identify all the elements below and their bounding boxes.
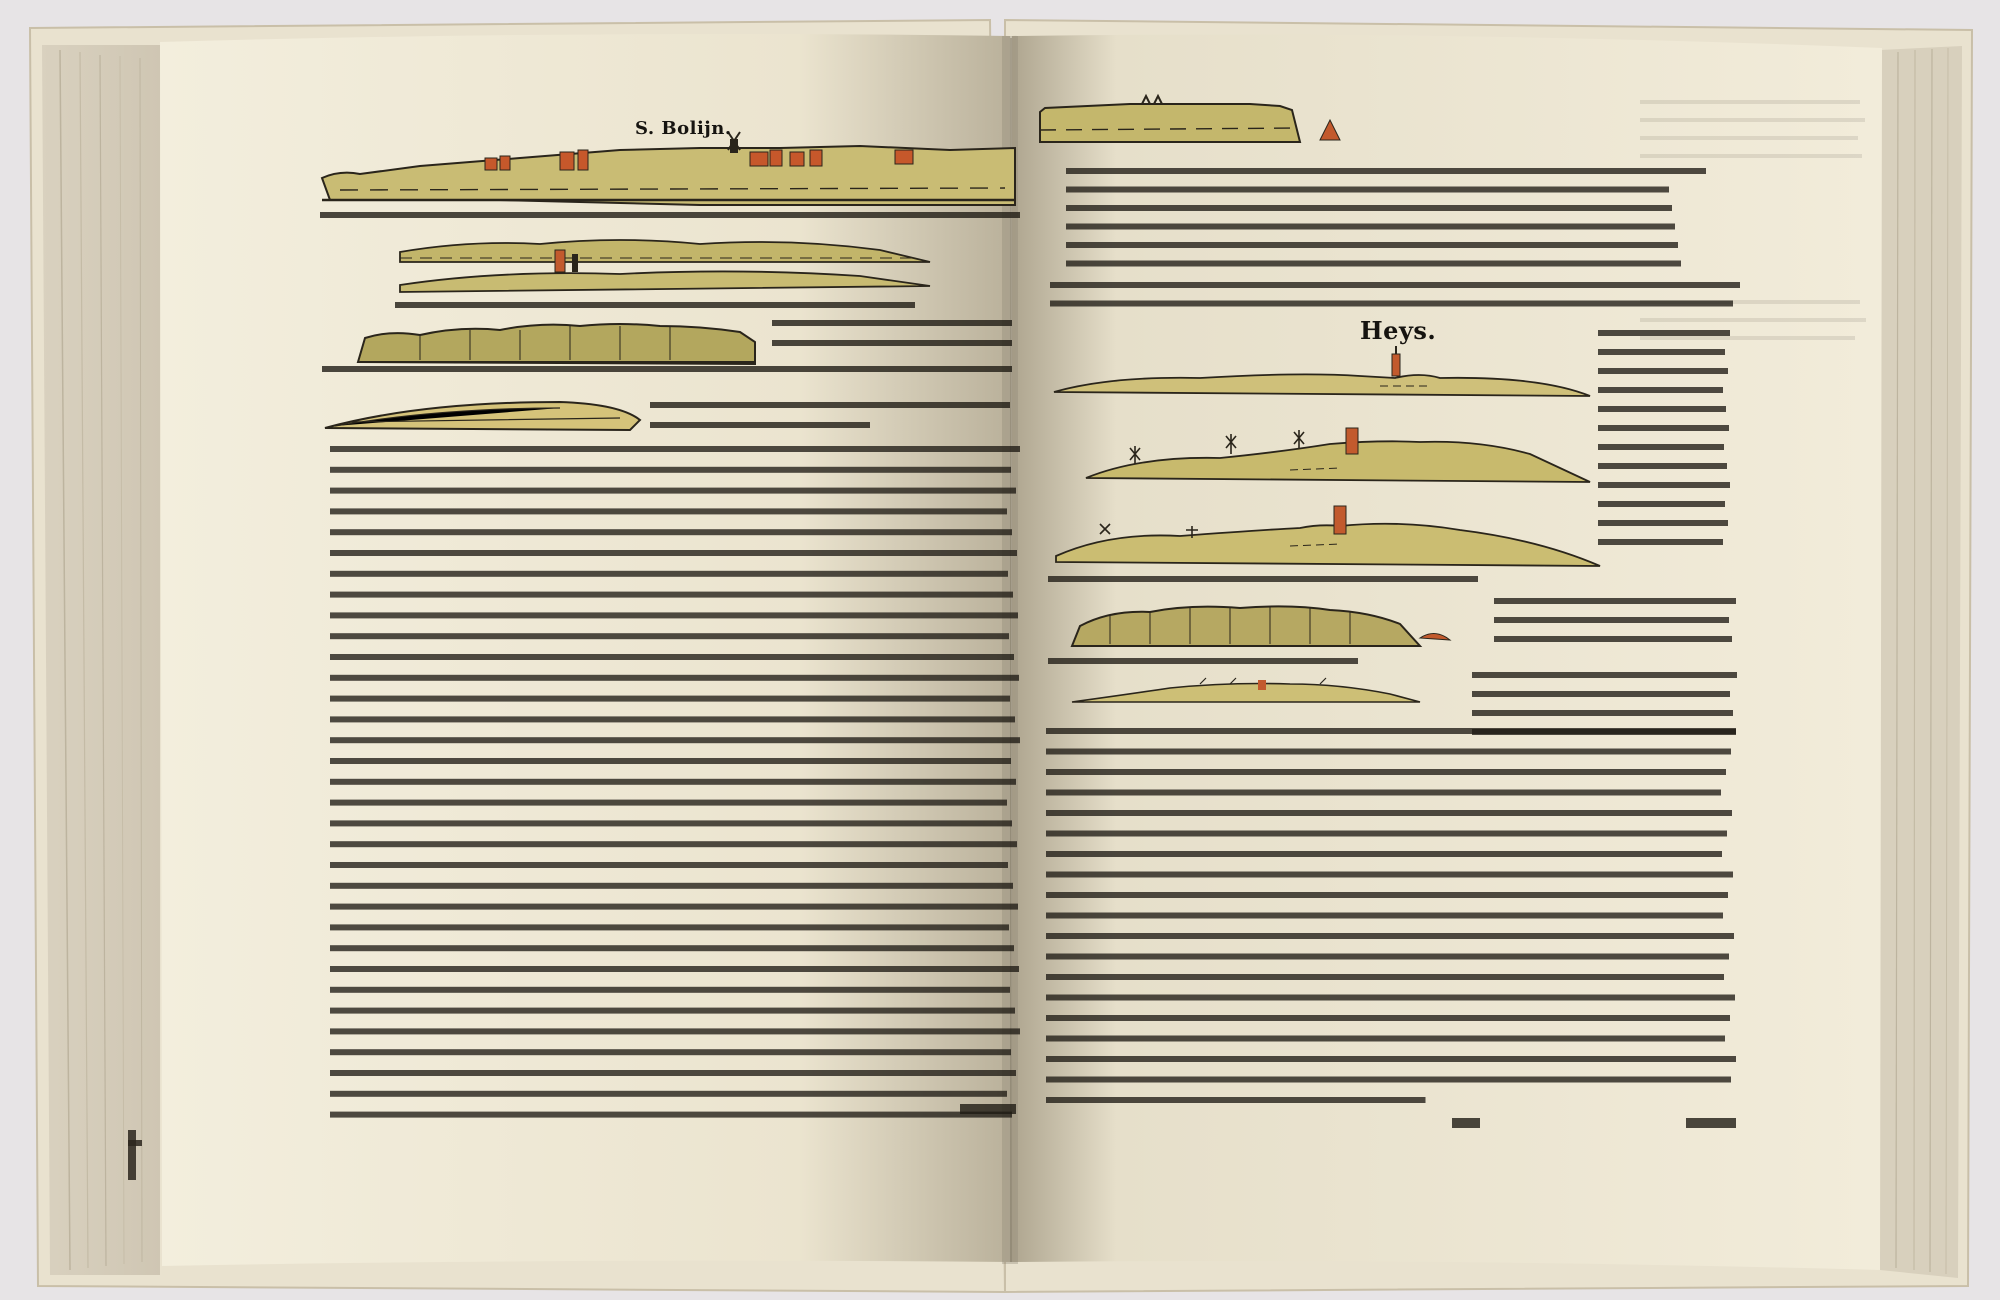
text-line bbox=[1066, 242, 1678, 248]
text-line bbox=[1472, 710, 1733, 716]
left-page-body bbox=[330, 440, 1020, 1120]
left-page-heading: S. Bolijn. bbox=[635, 118, 732, 139]
text-line bbox=[1494, 617, 1729, 623]
text-line bbox=[1472, 672, 1737, 678]
text-line bbox=[1066, 205, 1672, 211]
text-line bbox=[1066, 168, 1706, 174]
text-line bbox=[1066, 261, 1681, 267]
right-signature-mark-text bbox=[1450, 1112, 1490, 1134]
text-line bbox=[1598, 444, 1724, 450]
text-line bbox=[1066, 224, 1675, 230]
text-line bbox=[1598, 330, 1730, 336]
text-line bbox=[1598, 539, 1723, 545]
text-line bbox=[1598, 520, 1728, 526]
text-line bbox=[1598, 387, 1723, 393]
text-line bbox=[1598, 463, 1727, 469]
text-line bbox=[1066, 187, 1669, 193]
text-line bbox=[1050, 282, 1740, 288]
left-page-edges bbox=[42, 45, 160, 1275]
right-catchword-text bbox=[1684, 1112, 1744, 1134]
text-line bbox=[1598, 368, 1728, 374]
left-signature-mark bbox=[120, 1130, 150, 1190]
text-line bbox=[1598, 406, 1726, 412]
text-line bbox=[1048, 658, 1358, 664]
text-line bbox=[1598, 482, 1730, 488]
text-line bbox=[1050, 301, 1733, 307]
text-line bbox=[1598, 349, 1725, 355]
right-page-edges bbox=[1880, 46, 1962, 1278]
right-page-heading: Heys. bbox=[1360, 316, 1437, 345]
text-line bbox=[1048, 576, 1478, 582]
right-page-body bbox=[1046, 720, 1736, 1120]
text-line bbox=[1598, 425, 1729, 431]
text-line bbox=[1598, 501, 1725, 507]
text-line bbox=[1494, 636, 1732, 642]
text-line bbox=[1494, 598, 1736, 604]
text-line bbox=[1472, 691, 1730, 697]
